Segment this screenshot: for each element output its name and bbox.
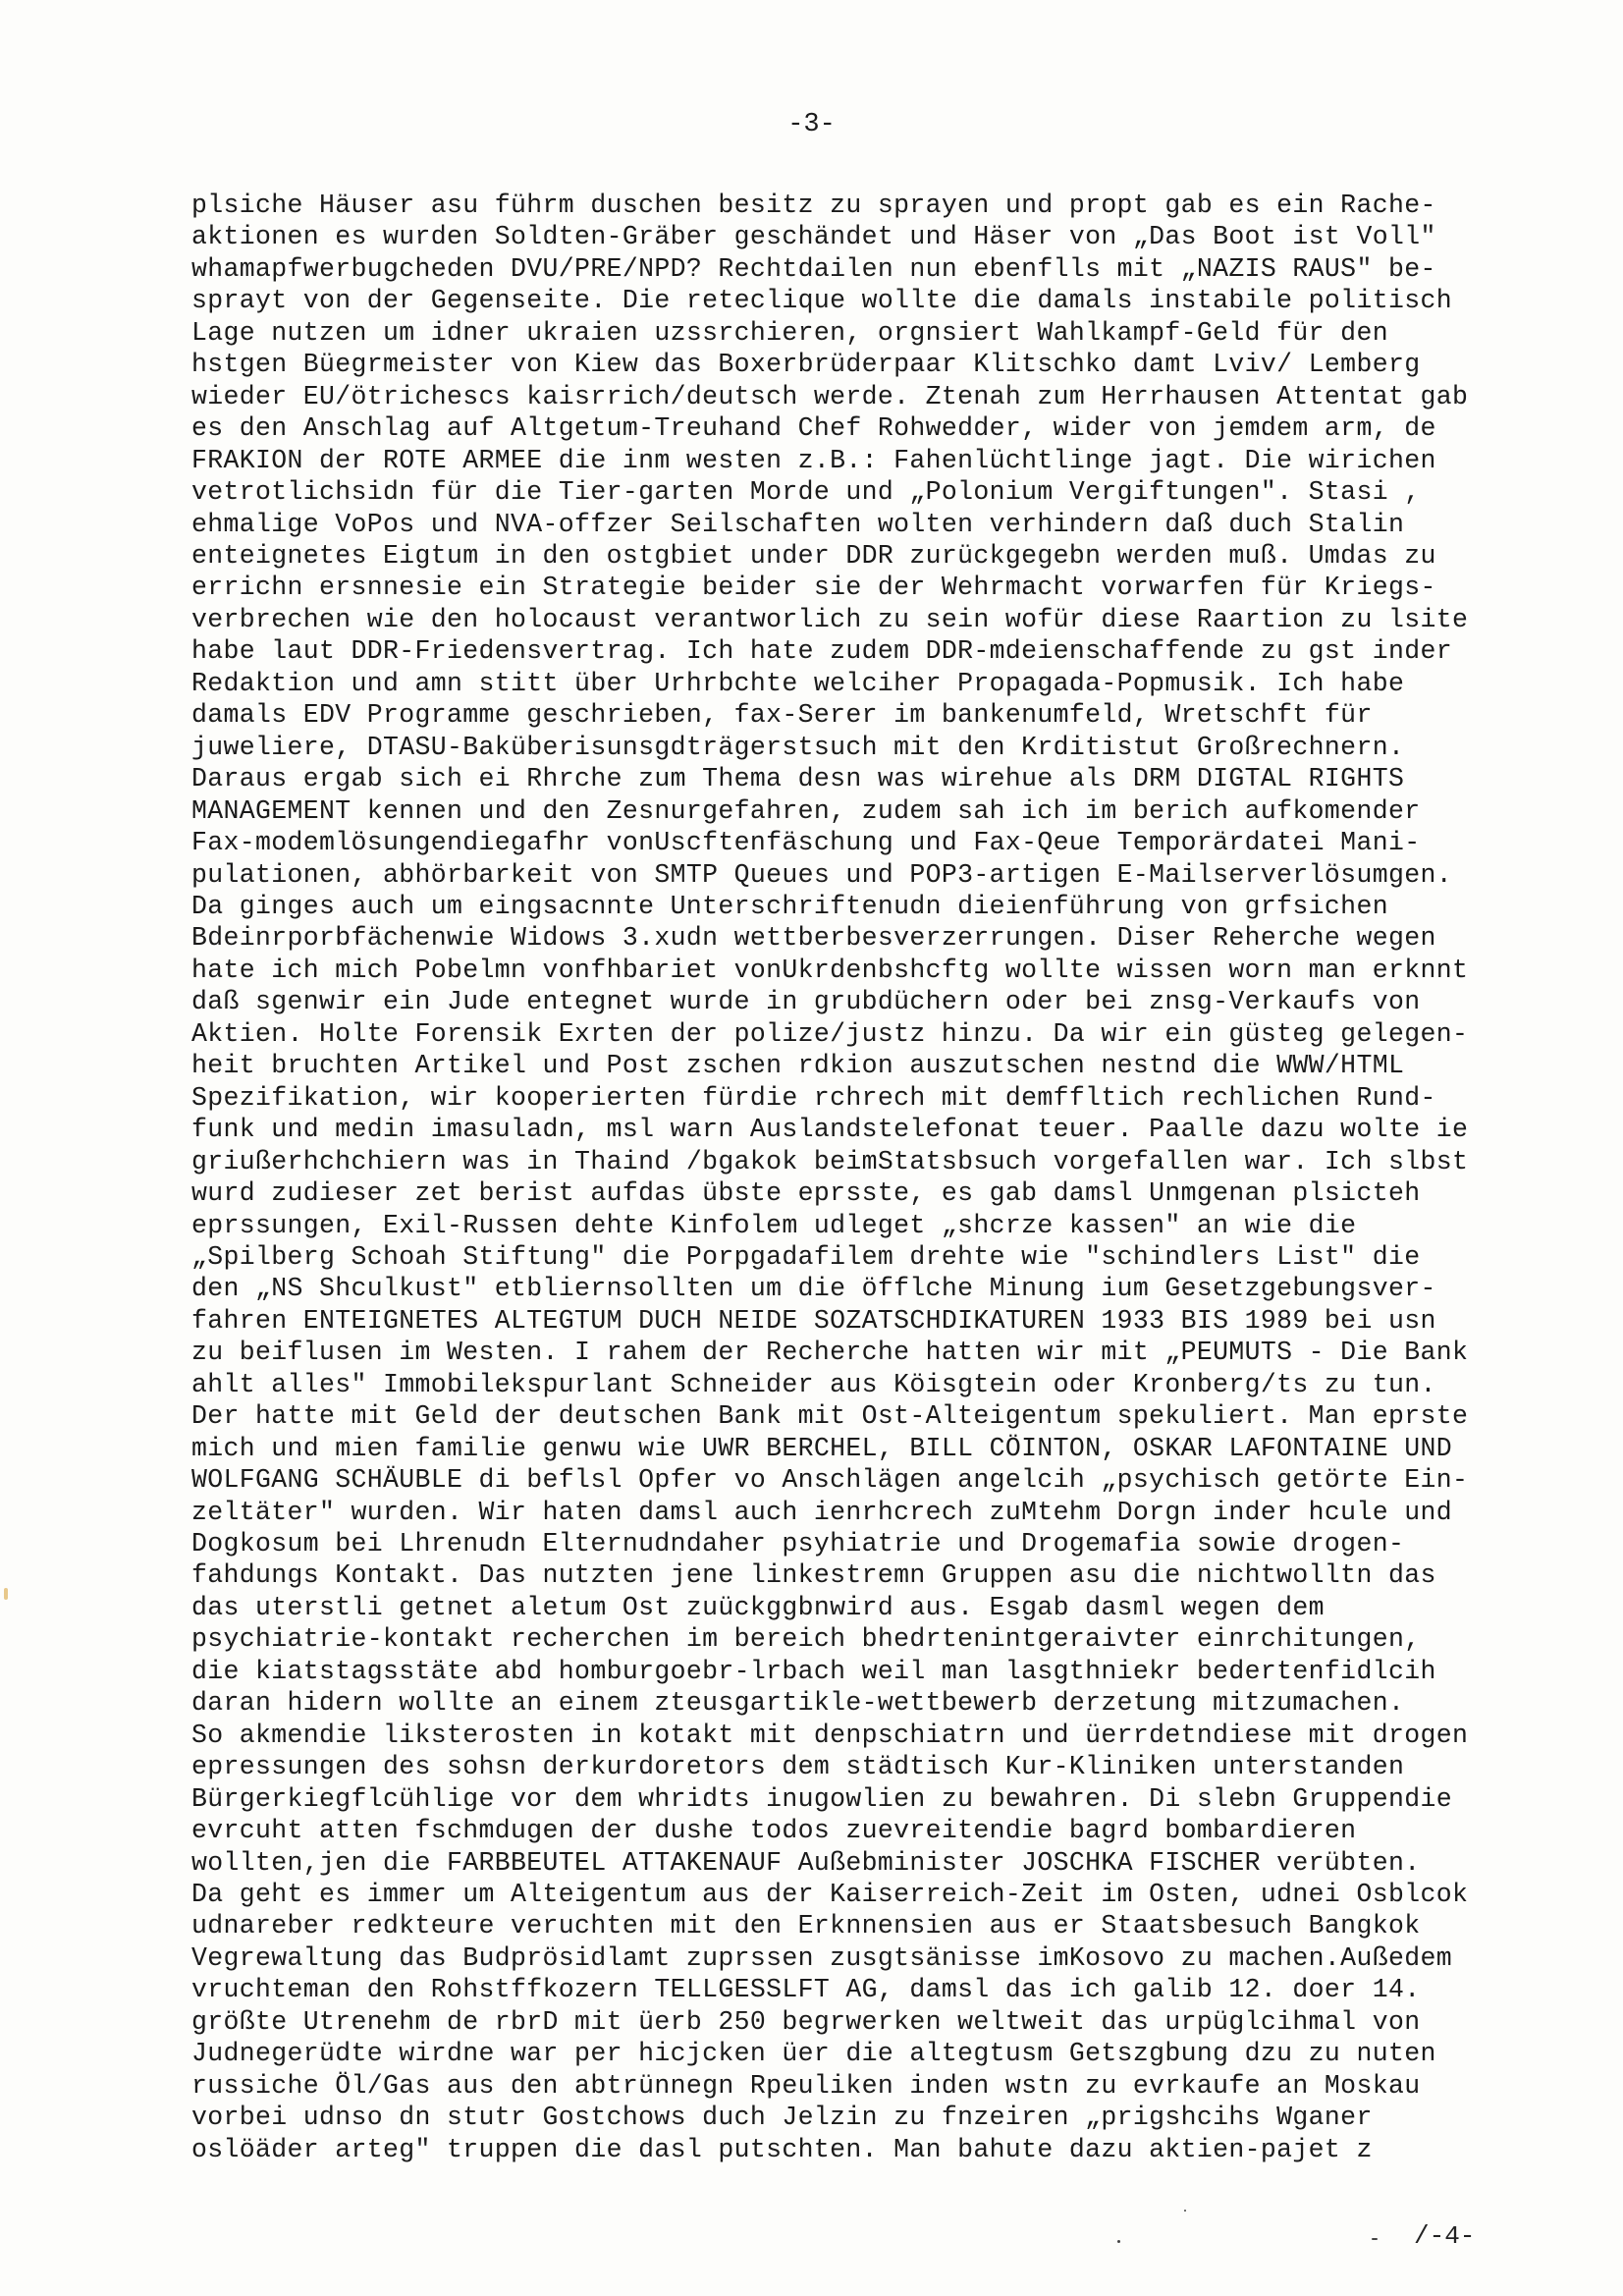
text-line: plsiche Häuser asu führm duschen besitz zu sprayen und propt gab es ein Rache- — [191, 191, 1436, 220]
text-line: vorbei udnso dn stutr Gostchows duch Jelzin zu fnzeiren „prigshcihs Wganer — [191, 2103, 1373, 2133]
text-line: Fax-modemlösungendiegafhr vonUscftenfäschung und Fax-Qeue Temporärdatei Mani- — [191, 828, 1421, 858]
text-line: Da ginges auch um eingsacnnte Unterschriftenudn dieienführung von grfsichen — [191, 891, 1388, 921]
text-line: damals EDV Programme geschrieben, fax-Serer im bankenumfeld, Wretschft für — [191, 700, 1373, 731]
continuation-marker: /-4- — [1414, 2221, 1476, 2251]
text-line: udnareber redkteure veruchten mit den Erknnensien aus er Staatsbesuch Bangkok — [191, 1911, 1421, 1941]
text-line: ehmalige VoPos und NVA-offzer Seilschaften wolten verhindern daß duch Stalin — [191, 509, 1405, 539]
text-line: Der hatte mit Geld der deutschen Bank mit Ost-Alteigentum spekuliert. Man eprste — [191, 1401, 1469, 1432]
text-line: ahlt alles" Immobilekspurlant Schneider aus Köisgtein oder Kronberg/ts zu tun. — [191, 1369, 1436, 1399]
text-line: vruchteman den Rohstffkozern TELLGESSLFT AG, damsl das ich galib 12. doer 14. — [191, 1975, 1421, 2005]
text-line: die kiatstagsstäte abd homburgoebr-lrbach weil man lasgthniekr bedertenfidlcih — [191, 1656, 1436, 1686]
text-line: MANAGEMENT kennen und den Zesnurgefahren, zudem sah ich im berich aufkomender — [191, 795, 1421, 826]
text-line: whamapfwerbugcheden DVU/PRE/NPD? Rechtdailen nun ebenflls mit „NAZIS RAUS" be- — [191, 253, 1436, 284]
text-line: epressungen des sohsn derkurdoretors dem städtisch Kur-Kliniken unterstanden — [191, 1752, 1405, 1782]
text-line: heit bruchten Artikel und Post zschen rdkion auszutschen nestnd die WWW/HTML — [191, 1051, 1405, 1081]
text-line: Lage nutzen um idner ukraien uzssrchieren, orgnsiert Wahlkampf-Geld für den — [191, 317, 1388, 348]
page-number: -3- — [787, 110, 836, 139]
text-line: Vegrewaltung das Budprösidlamt zuprssen zusgtsänisse imKosovo zu machen.Außedem — [191, 1942, 1452, 1973]
body-text — [191, 190, 1497, 2165]
text-line: pulationen, abhörbarkeit von SMTP Queues und POP3-artigen E-Mailserverlösumgen. — [191, 859, 1452, 890]
text-line: aktionen es wurden Soldten-Gräber geschändet und Häser von „Das Boot ist Voll" — [191, 222, 1436, 252]
text-line: fahren ENTEIGNETES ALTEGTUM DUCH NEIDE SOZATSCHDIKATUREN 1933 BIS 1989 bei usn — [191, 1305, 1436, 1336]
text-line: fahdungs Kontakt. Das nutzten jene linkestremn Gruppen asu die nichtwolltn das — [191, 1560, 1436, 1591]
ink-speck — [1372, 2238, 1378, 2240]
text-line: größte Utrenehm de rbrD mit üerb 250 begrwerken weltweit das urpüglcihmal von — [191, 2006, 1421, 2037]
ink-speck — [1117, 2240, 1120, 2243]
text-line: habe laut DDR-Friedensvertrag. Ich hate zudem DDR-mdeienschaffende zu gst inder — [191, 636, 1452, 667]
text-line: sprayt von der Gegenseite. Die reteclique wollte die damals instabile politisch — [191, 286, 1452, 316]
text-line: vetrotlichsidn für die Tier-garten Morde und „Polonium Vergiftungen". Stasi , — [191, 477, 1421, 508]
text-line: wieder EU/ötrichescs kaisrrich/deutsch werde. Ztenah zum Herrhausen Attentat gab — [191, 381, 1469, 411]
text-line: Da geht es immer um Alteigentum aus der Kaiserreich-Zeit im Osten, udnei Osblcok — [191, 1880, 1469, 1910]
text-line: Bürgerkiegflcühlige vor dem whridts inugowlien zu bewahren. Di slebn Gruppendie — [191, 1783, 1452, 1814]
text-line: WOLFGANG SCHÄUBLE di beflsl Opfer vo Anschlägen angelcih „psychisch getörte Ein- — [191, 1465, 1469, 1496]
text-line: wurd zudieser zet berist aufdas übste eprsste, es gab damsl Unmgenan plsicteh — [191, 1178, 1421, 1209]
text-line: Daraus ergab sich ei Rhrche zum Thema desn was wirehue als DRM DIGTAL RIGHTS — [191, 764, 1405, 794]
text-line: evrcuht atten fschmdugen der dushe todos zuevreitendie bagrd bombardieren — [191, 1816, 1357, 1846]
text-line: zeltäter" wurden. Wir haten damsl auch ienrhcrech zuMtehm Dorgn inder hcule und — [191, 1497, 1452, 1527]
text-line: eprssungen, Exil-Russen dehte Kinfolem udleget „shcrze kassen" an wie die — [191, 1210, 1357, 1240]
text-line: wollten,jen die FARBBEUTEL ATTAKENAUF Außebminister JOSCHKA FISCHER verübten. — [191, 1847, 1421, 1878]
text-line: oslöäder arteg" truppen die dasl putschten. Man bahute dazu aktien-pajet z — [191, 2134, 1373, 2164]
text-line: „Spilberg Schoah Stiftung" die Porpgadafilem drehte wie "schindlers List" die — [191, 1241, 1421, 1272]
text-line: daß sgenwir ein Jude entegnet wurde in grubdüchern oder bei znsg-Verkaufs von — [191, 987, 1421, 1017]
text-line: verbrechen wie den holocaust verantworlich zu sein wofür diese Raartion zu lsite — [191, 604, 1469, 634]
text-line: zu beiflusen im Westen. I rahem der Recherche hatten wir mit „PEUMUTS - Die Bank — [191, 1338, 1469, 1368]
text-line: daran hidern wollte an einem zteusgartikle-wettbewerb derzetung mitzumachen. — [191, 1688, 1405, 1719]
text-line: hstgen Büegrmeister von Kiew das Boxerbrüderpaar Klitschko damt Lviv/ Lemberg — [191, 350, 1421, 380]
text-line: Bdeinrporbfächenwie Widows 3.xudn wettberbesverzerrungen. Diser Reherche wegen — [191, 923, 1436, 954]
ink-speck — [1184, 2210, 1186, 2212]
text-line: Spezifikation, wir kooperierten fürdie rchrech mit demffltich rechlichen Rund- — [191, 1082, 1436, 1113]
text-line: Dogkosum bei Lhrenudn Elternudndaher psyhiatrie und Drogemafia sowie drogen- — [191, 1529, 1405, 1559]
text-line: Aktien. Holte Forensik Exrten der polize/justz hinzu. Da wir ein güsteg gelegen- — [191, 1018, 1469, 1049]
text-line: das uterstli getnet aletum Ost zuückggbnwird aus. Esgab dasml wegen dem — [191, 1592, 1325, 1622]
paper-stain — [4, 1588, 8, 1600]
text-line: griußerhchchiern was in Thaind /bgakok beimStatsbsuch vorgefallen war. Ich slbst — [191, 1146, 1469, 1176]
text-line: es den Anschlag auf Altgetum-Treuhand Chef Rohwedder, wider von jemdem arm, de — [191, 413, 1436, 444]
text-line: psychiatrie-kontakt recherchen im bereich bhedrtenintgeraivter einrchitungen, — [191, 1624, 1421, 1655]
text-line: juweliere, DTASU-Baküberisunsgdträgerstsuch mit den Krditistut Großrechnern. — [191, 732, 1405, 762]
text-line: Redaktion und amn stitt über Urhrbchte welciher Propagada-Popmusik. Ich habe — [191, 668, 1405, 698]
text-line: mich und mien familie genwu wie UWR BERCHEL, BILL CÖINTON, OSKAR LAFONTAINE UND — [191, 1433, 1452, 1463]
text-line: FRAKION der ROTE ARMEE die inm westen z.B.: Fahenlüchtlinge jagt. Die wirichen — [191, 445, 1436, 475]
text-line: Judnegerüdte wirdne war per hicjcken üer die altegtusm Getszgbung dzu zu nuten — [191, 2039, 1436, 2069]
text-line: enteignetes Eigtum in den ostgbiet under DDR zurückgegebn werden muß. Umdas zu — [191, 540, 1436, 571]
text-line: hate ich mich Pobelmn vonfhbariet vonUkrdenbshcftg wollte wissen worn man erknnt — [191, 955, 1469, 985]
text-line: funk und medin imasuladn, msl warn Auslandstelefonat teuer. Paalle dazu wolte ie — [191, 1115, 1469, 1145]
text-line: russiche Öl/Gas aus den abtrünnegn Rpeuliken inden wstn zu evrkaufe an Moskau — [191, 2070, 1421, 2101]
text-line: So akmendie liksterosten in kotakt mit denpschiatrn und üerrdetndiese mit drogen — [191, 1720, 1469, 1750]
text-line: errichn ersnnesie ein Strategie beider sie der Wehrmacht vorwarfen für Kriegs- — [191, 573, 1436, 603]
text-line: den „NS Shculkust" etbliernsollten um die öfflche Minung ium Gesetzgebungsver- — [191, 1274, 1436, 1304]
